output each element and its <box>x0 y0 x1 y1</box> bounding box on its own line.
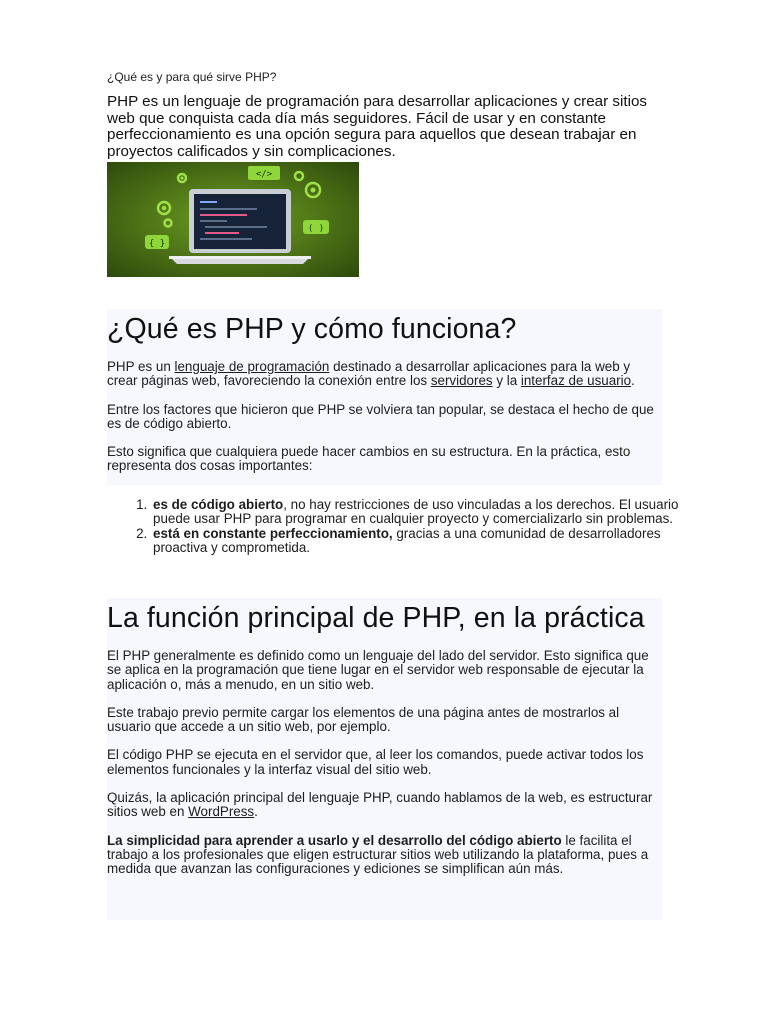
bold-text: La simplicidad para aprender a usarlo y el desarrollo del código abierto <box>107 832 562 848</box>
link-lenguaje-programacion[interactable]: lenguaje de programación <box>174 359 330 374</box>
list-item <box>151 527 706 556</box>
text: . <box>631 373 635 389</box>
list-item-text: , no hay restricciones de uso vinculadas a los derechos. El usuario puede usar PHP para programar en cualquier proyecto y comercializarlo sin problemas. <box>153 497 679 527</box>
text: . <box>254 804 258 820</box>
section2-paragraph-4 <box>107 791 662 820</box>
section-what-is-php <box>107 309 662 485</box>
intro-paragraph: PHP es un lenguaje de programación para desarrollar aplicaciones y crear sitios web que conquista cada día más seguidores. Fácil de usar y en constante perfeccionamiento es una opción segura para aquellos que desean trabajar en proyectos calificados y sin complicaciones. <box>107 93 648 160</box>
link-interfaz-usuario[interactable]: interfaz de usuario <box>520 373 632 389</box>
section2-paragraph-3: El código PHP se ejecuta en el servidor que, al leer los comandos, puede activar todos los elementos funcionales y la interfaz visual del sitio web. <box>107 747 644 777</box>
section-main-function <box>107 598 662 920</box>
list-item-bold: es de código abierto <box>153 497 284 512</box>
link-servidores[interactable]: servidores <box>430 373 493 389</box>
brackets-left-icon: { } <box>148 239 166 249</box>
brackets-right-icon: ( ) <box>307 224 325 234</box>
ordered-list <box>107 498 706 555</box>
hero-image <box>107 162 359 277</box>
text: le facilita el trabajo a los profesionales que eligen estructurar sitios web utilizando la plataforma, pues a medida que avanzan las configuraciones y ediciones se simplifican aún más. <box>107 832 649 877</box>
section1-paragraph-1 <box>107 360 662 389</box>
list-item-text: gracias a una comunidad de desarrolladores proactiva y comprometida. <box>153 525 661 555</box>
section1-paragraph-2: Entre los factores que hicieron que PHP se volviera tan popular, se destaca el hecho de que es de código abierto. <box>107 401 654 431</box>
text: destinado a desarrollar aplicaciones para la web y crear páginas web, favoreciendo la conexión entre los <box>107 359 631 389</box>
laptop-code-illustration <box>107 162 359 277</box>
text: Quizás, la aplicación principal del lenguaje PHP, cuando hablamos de la web, es estructurar sitios web en <box>107 790 653 820</box>
section1-paragraph-3: Esto significa que cualquiera puede hacer cambios en su estructura. En la práctica, esto representa dos cosas importantes: <box>107 444 631 474</box>
list-item <box>151 498 706 527</box>
section1-heading: ¿Qué es PHP y cómo funciona? <box>107 313 517 345</box>
text: PHP es un <box>107 359 175 374</box>
section2-paragraph-2: Este trabajo previo permite cargar los elementos de una página antes de mostrarlos al usuario que accede a un sitio web, por ejemplo. <box>107 704 620 735</box>
small-title: ¿Qué es y para qué sirve PHP? <box>107 70 277 84</box>
link-wordpress[interactable]: WordPress <box>188 804 255 820</box>
section2-heading: La función principal de PHP, en la práctica <box>107 602 645 634</box>
list-item-bold: está en constante perfeccionamiento, <box>153 525 393 541</box>
section2-paragraph-5 <box>107 834 662 877</box>
code-badge: </> <box>255 169 273 180</box>
section2-paragraph-1: El PHP generalmente es definido como un lenguaje del lado del servidor. Esto significa que se aplica en la programación que tiene lugar en el servidor web responsable de ejecutar la aplicación o, más a menudo, en un sitio web. <box>107 648 649 692</box>
text: y la <box>492 373 521 389</box>
